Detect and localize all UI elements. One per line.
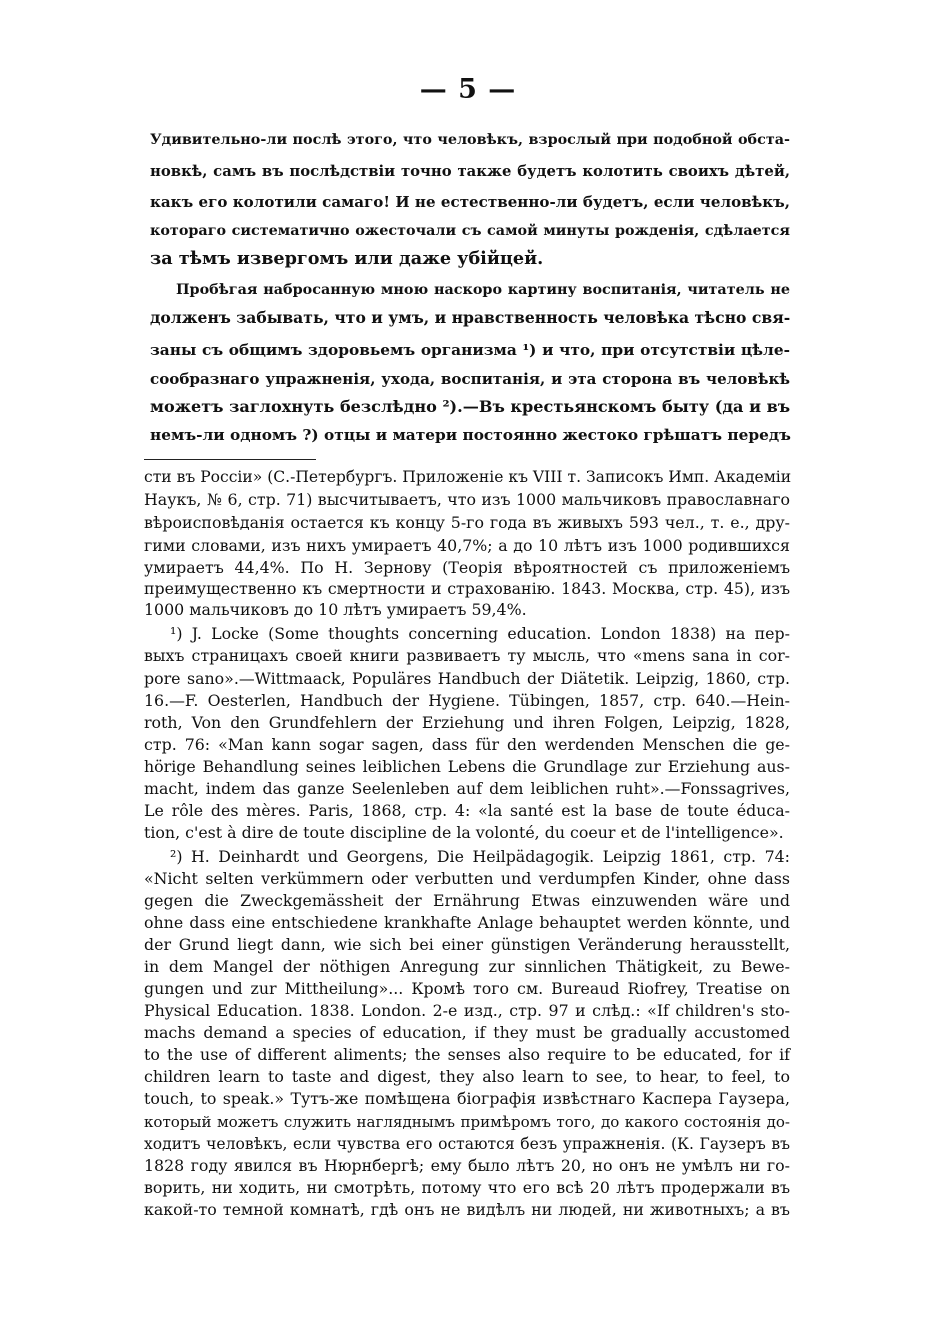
footnote-line: «Nicht selten verkümmern oder verbutten und verdumpfen Kinder, ohne dass (144, 869, 790, 888)
main-text-line: немъ-ли одномъ ?) отцы и матери постоянно жестоко грѣшатъ передъ (150, 426, 791, 444)
footnote-line: in dem Mangel der nöthigen Anregung zur sinnlichen Thätigkeit, zu Bewe- (144, 957, 790, 976)
footnote-line: гими словами, изъ нихъ умираетъ 40,7%; а до 10 лѣтъ изъ 1000 родившихся (144, 536, 790, 555)
main-text-line: новкѣ, самъ въ послѣдствіи точно также будетъ колотить своихъ дѣтей, (150, 162, 790, 180)
footnote-line: 16.—F. Oesterlen, Handbuch der Hygiene. Tübingen, 1857, стр. 640.—Hein- (144, 691, 790, 710)
main-text-line: сообразнаго упражненія, ухода, воспитанія, и эта сторона въ человѣкѣ (150, 370, 790, 388)
main-text-line: какъ его колотили самаго! И не естественно-ли будетъ, если человѣкъ, (150, 193, 790, 211)
main-text-line: заны съ общимъ здоровьемъ организма ¹) и что, при отсутствіи цѣле- (150, 341, 790, 359)
footnote-line: 1000 мальчиковъ до 10 лѣтъ умираетъ 59,4%. (144, 600, 527, 619)
main-text-line: Пробѣгая набросанную мною наскоро картину воспитанія, читатель не (176, 282, 790, 298)
footnote-line: gegen die Zweckgemässheit der Ernährung Etwas einzuwenden wäre und (144, 891, 790, 910)
footnote-line: ходитъ человѣкъ, если чувства его остаются безъ упражненія. (К. Гаузеръ въ (144, 1135, 790, 1153)
footnote-line: который можетъ служить нагляднымъ примѣромъ того, до какого состоянія до- (144, 1113, 790, 1131)
main-text-line: котораго систематично ожесточали съ самой минуты рожденія, сдѣлается (150, 223, 790, 239)
footnote-line: Physical Education. 1838. London. 2-е изд., стр. 97 и слѣд.: «If children's sto- (144, 1001, 790, 1020)
footnote-line: der Grund liegt dann, wie sich bei einer günstigen Veränderung herausstellt, (144, 935, 790, 954)
footnote-line: ohne dass eine entschiedene krankhafte Anlage behauptet werden könnte, und (144, 913, 790, 932)
main-text-line: долженъ забывать, что и умъ, и нравственность человѣка тѣсно свя- (150, 308, 791, 327)
footnote-line: вѣроисповѣданія остается къ концу 5-го года въ живыхъ 593 чел., т. е., дру- (144, 513, 790, 532)
footnote-line: hörige Behandlung seines leiblichen Lebens die Grundlage zur Erziehung aus- (144, 757, 790, 776)
footnote-line: pore sano».—Wittmaack, Populäres Handbuch der Diätetik. Leipzig, 1860, стр. (144, 669, 790, 688)
page-number: — 5 — (419, 74, 517, 105)
footnote-line: children learn to taste and digest, they also learn to see, to hear, to feel, to (144, 1067, 790, 1086)
footnote-line: 1828 году явился въ Нюрнбергѣ; ему было лѣтъ 20, но онъ не умѣлъ ни го- (144, 1156, 790, 1175)
footnote-line: Le rôle des mères. Paris, 1868, стр. 4: «la santé est la base de toute éduca- (144, 801, 790, 820)
footnote-line: touch, to speak.» Тутъ-же помѣщена біографія извѣстнаго Каспера Гаузера, (144, 1089, 790, 1108)
footnote-line: machs demand a species of education, if they must be gradually accustomed (144, 1023, 790, 1042)
footnote-line: Наукъ, № 6, стр. 71) высчитываетъ, что изъ 1000 мальчиковъ православнаго (144, 490, 790, 509)
footnote-line: macht, indem das ganze Seelenleben auf dem leiblichen ruht».—Fonssagrives, (144, 779, 790, 798)
footnote-line: ворить, ни ходить, ни смотрѣть, потому что его всѣ 20 лѣтъ продержали въ (144, 1178, 790, 1197)
main-text-line: можетъ заглохнуть безслѣдно ²).—Въ крестьянскомъ быту (да и въ (150, 397, 791, 416)
footnote-line: gungen und zur Mittheilung»... Кромѣ того см. Bureaud Riofrey, Treatise on (144, 979, 790, 998)
main-text-line: за тѣмъ извергомъ или даже убійцей. (150, 248, 544, 269)
footnote-line: выхъ страницахъ своей книги развиваетъ ту мысль, что «mens sana in cor- (144, 646, 790, 665)
footnote-line: ¹) J. Locke (Some thoughts concerning education. London 1838) на пер- (170, 624, 790, 643)
footnote-line: roth, Von den Grundfehlern der Erziehung und ihren Folgen, Leipzig, 1828, (144, 713, 790, 732)
footnote-line: tion, c'est à dire de toute discipline de la volonté, du coeur et de l'intelligence». (144, 823, 784, 842)
footnote-divider (144, 459, 316, 460)
footnote-line: ²) H. Deinhardt und Georgens, Die Heilpädagogik. Leipzig 1861, стр. 74: (170, 847, 790, 866)
footnote-line: сти въ Россіи» (С.-Петербургъ. Приложеніе къ VIII т. Записокъ Имп. Академіи (144, 468, 792, 486)
footnote-line: какой-то темной комнатѣ, гдѣ онъ не видѣлъ ни людей, ни животныхъ; а въ (144, 1200, 790, 1219)
footnote-line: умираетъ 44,4%. По Н. Зернову (Теорія вѣроятностей съ приложеніемъ (144, 558, 790, 577)
main-text-line: Удивительно-ли послѣ этого, что человѣкъ, взрослый при подобной обста- (150, 132, 790, 148)
footnote-line: преимущественно къ смертности и страхованію. 1843. Москва, стр. 45), изъ (144, 579, 790, 598)
footnote-line: to the use of different aliments; the senses also require to be educated, for if (144, 1045, 790, 1064)
footnote-line: стр. 76: «Man kann sogar sagen, dass für den werdenden Menschen die ge- (144, 735, 790, 754)
